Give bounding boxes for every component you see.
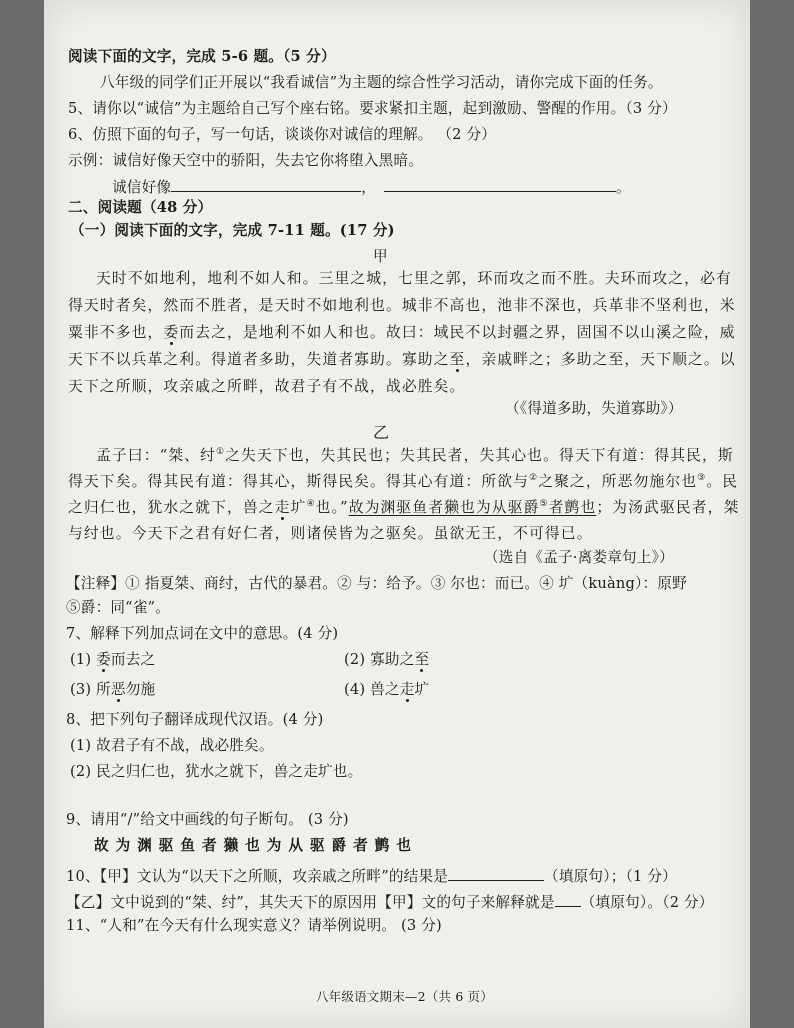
reading-subheading: （一）阅读下面的文字，完成 7-11 题。(17 分) (70, 222, 395, 239)
answer-blank-2[interactable] (384, 177, 616, 192)
q9-sentence: 故为渊驱鱼者獭也为从驱爵者鹯也 (94, 837, 418, 854)
passage-jia-line-5: 天下之所顺，攻亲戚之所畔，故君子有不战，战必胜矣。 (68, 378, 466, 395)
question-7: 7、解释下列加点词在文中的意思。(4 分) (66, 625, 339, 642)
passage-jia-line-4: 天下不以兵革之利。得道者多助，失道者寡助。寡助之至，亲戚畔之；多助之至，天下顺之。以 (68, 351, 736, 368)
dotted-char-zhi: 至 (449, 351, 466, 368)
dotted-char-zou: 走 (274, 499, 291, 516)
imitation-fill-line (112, 177, 631, 198)
page-footer: 八年级语文期末—2（共 6 页） (316, 989, 494, 1004)
passage-yi-line-4: 与纣也。今天下之君有好仁者，则诸侯皆为之驱矣。虽欲无王，不可得已。 (68, 525, 593, 542)
section-heading-5-6: 阅读下面的文字，完成 5-6 题。（5 分） (68, 48, 336, 65)
passage-jia-line-1: 天时不如地利，地利不如人和。三里之城，七里之郭，环而攻之而不胜。夫环而攻之，必有 (96, 270, 732, 287)
q7-item-2: (2) 寡助之至 (344, 651, 430, 668)
q8-sentence-1: (1) 故君子有不战，战必胜矣。 (70, 737, 274, 754)
q7-item-3: (3) 所恶勿施 (70, 681, 156, 698)
question-8: 8、把下列句子翻译成现代汉语。(4 分) (66, 711, 324, 728)
q10-answer-blank-2[interactable] (555, 892, 581, 907)
underlined-sentence: 故为渊驱鱼者獭也为从驱爵⑤者鹯也 (348, 499, 597, 516)
passage-jia-line-3: 粟非不多也，委而去之，是地利不如人和也。故曰：域民不以封疆之界，固国不以山溪之险，威 (68, 324, 736, 341)
question-10b: 【乙】文中说到的“桀、纣”，其失天下的原因用【甲】文的句子来解释就是 （填原句）。（2 分） (66, 894, 714, 911)
example-sentence: 示例：诚信好像天空中的骄阳，失去它你将堕入黑暗。 (68, 152, 424, 169)
fill-comma: ， (361, 179, 376, 196)
q7-item-1: (1) 委而去之 (70, 651, 156, 668)
dotted-char-wei: 委 (163, 324, 180, 341)
question-9: 9、请用“/”给文中画线的句子断句。 (3 分) (66, 811, 349, 828)
passage-yi-line-1: 孟子曰：“桀、纣①之失天下也，失其民也；失其民者，失其心也。得天下有道：得其民，斯 (96, 447, 734, 464)
notes-line-2: ⑤爵：同“雀”。 (66, 599, 171, 616)
q8-sentence-2: (2) 民之归仁也，犹水之就下，兽之走圹也。 (70, 763, 363, 780)
passage-yi-line-2: 得天下矣。得其民有道：得其心，斯得民矣。得其心有道：所欲与②之聚之，所恶勿施尔也③。民 (68, 473, 739, 490)
fill-end: 。 (615, 179, 631, 196)
reading-section-heading: 二、阅读题（48 分） (68, 199, 213, 216)
passage-yi-line-3: 之归仁也，犹水之就下，兽之走圹④也。”故为渊驱鱼者獭也为从驱爵⑤者鹯也；为汤武驱民者，桀 (68, 499, 740, 516)
question-11: 11、“人和”在今天有什么现实意义？请举例说明。 (3 分) (66, 917, 442, 934)
passage-jia-line-2: 得天时者矣，然而不胜者，是天时不如地利也。城非不高也，池非不深也，兵革非不坚利也，米 (68, 297, 736, 314)
q7-item-4: (4) 兽之走圹 (344, 681, 430, 698)
passage-jia-title: 甲 (373, 248, 388, 265)
passage-jia-source: （《得道多助，失道寡助》） (505, 400, 683, 417)
passage-yi-source: （选自《孟子·离娄章句上》） (484, 549, 674, 566)
notes-line-1: 【注释】① 指夏桀、商纣，古代的暴君。② 与：给予。③ 尔也：而已。④ 圹（kuàng）：原野 (66, 575, 687, 592)
activity-intro: 八年级的同学们正开展以“我看诚信”为主题的综合性学习活动，请你完成下面的任务。 (100, 74, 663, 91)
question-10a: 10、【甲】文认为“以天下之所顺，攻亲戚之所畔”的结果是 （填原句）；（1 分） (66, 868, 677, 885)
question-6: 6、仿照下面的句子，写一句话，谈谈你对诚信的理解。 （2 分） (68, 126, 497, 143)
passage-yi-title: 乙 (373, 423, 390, 442)
fill-prefix: 诚信好像 (112, 179, 172, 196)
q10-answer-blank-1[interactable] (448, 866, 544, 881)
question-5: 5、请你以“诚信”为主题给自己写个座右铭。要求紧扣主题，起到激励、警醒的作用。（3 分） (68, 100, 677, 117)
answer-blank-1[interactable] (171, 177, 361, 192)
